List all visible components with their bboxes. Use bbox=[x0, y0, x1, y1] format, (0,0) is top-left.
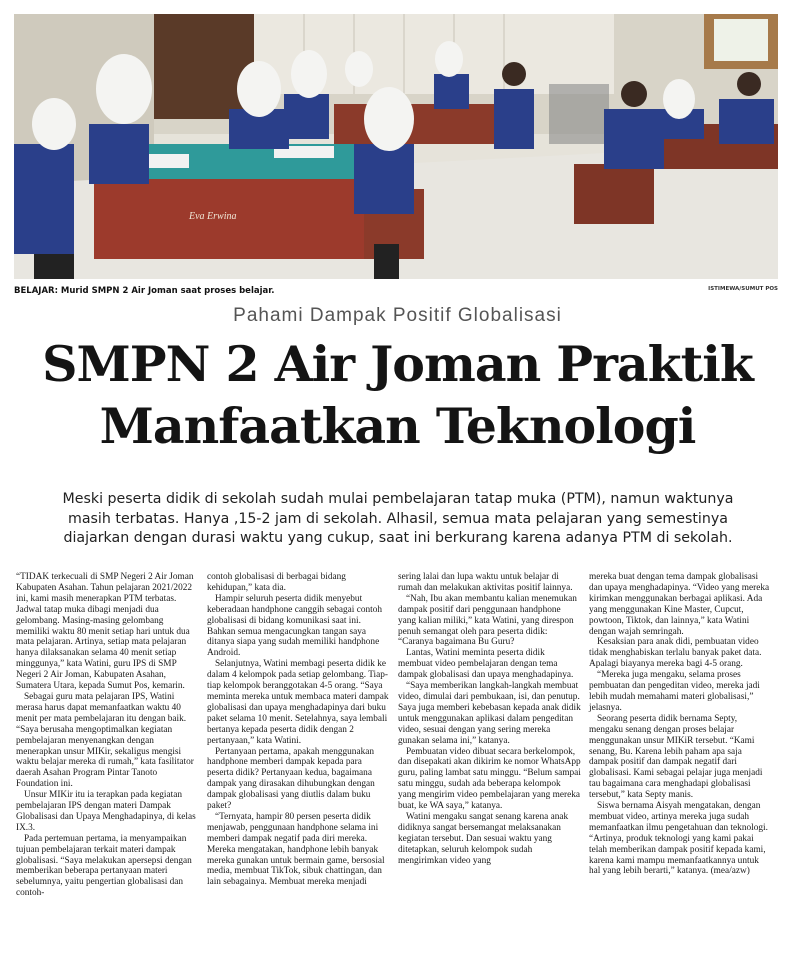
article-paragraph: Pertanyaan pertama, apakah menggunakan handphone memberi dampak kepada para peserta didik? Pertanyaan kedua, bagaimana dampak yang dirasakan dihubungkan dengan dampak globalisasi yang diutlis dalam buku paket? bbox=[207, 746, 375, 812]
article-paragraph: Seorang peserta didik bernama Septy, mengaku senang dengan proses belajar menggunakan unsur MIKiR tersebut. “Kami senang, Bu. Karena lebih paham apa saja dampak positif dan dampak negatif dari globalisasi. Kami sebagai pelajar juga menjadi tau bagaimana cara menghadapi globalisasi tersebut,” kata Septy manis. bbox=[589, 713, 763, 801]
table-sign: Eva Erwina bbox=[189, 211, 237, 222]
article-paragraph: “TIDAK terkecuali di SMP Negeri 2 Air Joman Kabupaten Asahan. Tahun pelajaran 2021/2022 ini, kami masih menerapkan PTM terbatas. Jadwal tatap muka dibagi menjadi dua gelombang. Masing-masing gelombang memiliki waktu 80 menit setiap hari untuk dua mata pelajaran. Artinya, setiap mata pelajaran hanya dilaksanakan selama 40 menit setiap minggunya,” kata Watini, guru IPS di SMP Negeri 2 Air Joman, Kabupaten Asahan, Sumatera Utara, kepada Sumut Pos, kemarin. bbox=[16, 572, 194, 692]
article-paragraph: Watini mengaku sangat senang karena anak didiknya sangat bersemangat melaksanakan kegiatan tersebut. Dan sesuai waktu yang ditetapkan, seluruh kelompok sudah mengirimkan video yang bbox=[398, 811, 569, 866]
article-paragraph: contoh globalisasi di berbagai bidang kehidupan,” kata dia. bbox=[207, 572, 346, 593]
article-paragraph: Kesaksian para anak didi, pembuatan video tidak menghabiskan terlalu banyak paket data. Apalagi biayanya mereka bagi 4-5 orang. bbox=[589, 637, 762, 670]
article-paragraph: Pembuatan video dibuat secara berkelompok, dan disepakati akan dikirim ke nomor WhatsApp guru, paling lambat satu minggu. “Belum sampai satu minggu, sudah ada beberapa kelompok yang mengirim video pembelajaran yang mereka buat, ke WA saya,” katanya. bbox=[398, 746, 581, 812]
headline-line-2: Manfaatkan Teknologi bbox=[99, 397, 696, 455]
article-column-3 bbox=[398, 572, 581, 866]
article-paragraph: Sebagai guru mata pelajaran IPS, Watini merasa harus dapat memanfaatkan waktu 40 menit per mata pembelajaran itu dengan baik. “Saya berusaha mengoptimalkan kegiatan pembelajaran menyenangkan dengan menerapkan unsur MIKir, sekaligus mengisi waktu belajar mereka di rumah,” kata fasilitator daerah Asahan Program Pintar Tanoto Foundation ini. bbox=[16, 691, 194, 790]
article-paragraph: “Mereka juga mengaku, selama proses pembuatan dan pengeditan video, mereka jadi lebih mudah memahami materi globalisasi,” jelasnya. bbox=[589, 670, 760, 713]
classroom-illustration bbox=[14, 14, 778, 279]
article-paragraph: Selanjutnya, Watini membagi peserta didik ke dalam 4 kelompok pada setiap gelombang. Tiap-tiap kelompok beranggotakan 4-5 orang. “Saya meminta mereka untuk membaca materi dampak globalisasi dan upaya menghadapinya dari buku paket selama 10 menit. Setelahnya, saya lembali bertanya kepada peserta didik dengan 2 pertanyaan,” kata Watini. bbox=[207, 659, 389, 746]
article-paragraph: “Saya memberikan langkah-langkah membuat video, dimulai dari pembukaan, isi, dan penutup. Saya juga memberi kebebasan kepada anak didik untuk menggunakan aplikasi dalam pengeditan video, sesuai dengan yang sering mereka gunakan selama ini,” katanya. bbox=[398, 681, 581, 746]
article-paragraph: Pada pertemuan pertama, ia menyampaikan tujuan pembelajaran terkait materi dampak globalisasi. “Saya melakukan apersepsi dengan memberikan beberapa pertanyaan materi sebelumnya, yaitu pengertian globalisasi dan contoh- bbox=[16, 833, 192, 899]
article-paragraph: Lantas, Watini meminta peserta didik membuat video pembelajaran dengan tema dampak globalisasi dan upaya menghadapinya. bbox=[398, 648, 574, 681]
photo-caption: BELAJAR: Murid SMPN 2 Air Joman saat proses belajar. bbox=[14, 286, 275, 296]
article-column-1 bbox=[16, 572, 199, 899]
article-paragraph: mereka buat dengan tema dampak globalisasi dan upaya menghadapinya. “Video yang mereka kirimkan menggunakan berbagai aplikasi. Ada yang menggunakan Kine Master, Cupcut, powtoon, Tiktok, dan lainnya,” kata Watini dengan wajah semringah. bbox=[589, 572, 770, 637]
article-paragraph: Siswa bernama Aisyah mengatakan, dengan membuat video, artinya mereka juga sudah memanfaatkan ilmu pengetahuan dan teknologi. “Artinya, produk teknologi yang kami pakai telah memberikan dampak positif kepada kami, karena kami mampu memanfaatkannya untuk hal yang lebih berarti,” katanya. (mea/azw) bbox=[589, 801, 768, 877]
lead-paragraph: Meski peserta didik di sekolah sudah mulai pembelajaran tatap muka (PTM), namun waktunya masih terbatas. Hanya ,15-2 jam di sekolah. Alhasil, semua mata pelajaran yang semestinya diajarkan dengan durasi waktu yang cukup, saat ini berkurang karena adanya PTM di sekolah. bbox=[62, 491, 734, 546]
article-column-4 bbox=[589, 572, 772, 877]
kicker: Pahami Dampak Positif Globalisasi bbox=[233, 305, 562, 326]
headline-line-1: SMPN 2 Air Joman Praktik bbox=[42, 335, 753, 393]
article-paragraph: “Nah, Ibu akan membantu kalian menemukan dampak positif dari penggunaan handphone yang kalian miliki,” kata Watini, yang direspon penuh semangat oleh para peserta didik: “Caranya bagaimana Bu Guru? bbox=[398, 593, 577, 648]
headline bbox=[0, 333, 795, 457]
article-paragraph: sering lalai dan lupa waktu untuk belajar di rumah dan melakukan aktivitas positif lainnya. bbox=[398, 572, 573, 593]
classroom-photo bbox=[14, 14, 778, 279]
article-paragraph: Unsur MIKir itu ia terapkan pada kegiatan pembelajaran IPS dengan materi Dampak Globalisasi dan Upaya Menghadapinya, di kelas IX.3. bbox=[16, 790, 196, 833]
article-paragraph: “Ternyata, hampir 80 persen peserta didik menjawab, penggunaan handphone selama ini memberi dampak negatif pada diri mereka. Mereka mengatakan, handphone lebih banyak mereka gunakan untuk bermain game, bersosial media, membuat TikTok, sibuk chattingan, dan lain sebagainya. Membuat mereka menjadi bbox=[207, 811, 385, 888]
article-paragraph: Hampir seluruh peserta didik menyebut keberadaan handphone canggih sebagai contoh globalisasi di bidang komunikasi saat ini. Bahkan semua mengacungkan tangan saya ditanya siapa yang sudah memiliki handphone Android. bbox=[207, 593, 383, 659]
photo-credit: ISTIMEWA/SUMUT POS bbox=[708, 286, 778, 292]
article-column-2 bbox=[207, 572, 390, 888]
